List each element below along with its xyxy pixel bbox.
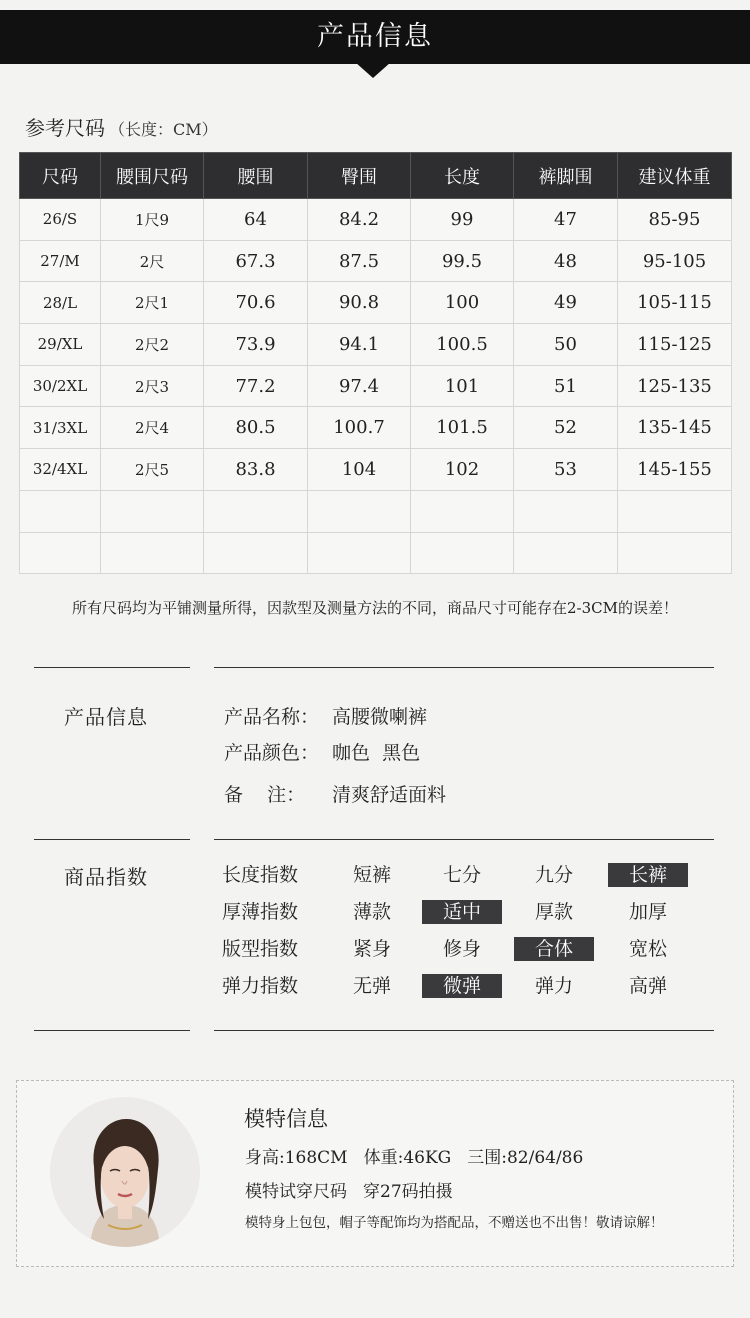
table-cell: 135-145	[618, 407, 732, 449]
index-option: 紧身	[352, 938, 391, 960]
table-row	[20, 282, 732, 324]
table-cell: 97.4	[308, 365, 411, 407]
table-cell: 52	[514, 407, 618, 449]
size-table	[19, 152, 732, 574]
table-cell: 2尺2	[101, 324, 204, 366]
table-cell: 53	[514, 449, 618, 491]
table-cell: 70.6	[204, 282, 308, 324]
model-trial-value: 穿27码拍摄	[363, 1182, 453, 1202]
model-measurements: 三围:82/64/86	[467, 1148, 584, 1168]
model-trial-size	[245, 1177, 453, 1202]
model-note: 模特身上包包，帽子等配饰均为搭配品，不赠送也不出售！敬请谅解！	[245, 1215, 664, 1231]
info-key: 产品颜色：	[224, 742, 320, 764]
table-cell: 2尺	[101, 240, 204, 282]
table-cell: 80.5	[204, 407, 308, 449]
index-section-label: 商品指数	[64, 865, 148, 889]
info-key: 备 注：	[224, 784, 306, 806]
table-cell: 102	[411, 449, 514, 491]
model-weight: 体重:46KG	[363, 1148, 452, 1168]
table-cell: 77.2	[204, 365, 308, 407]
table-cell: 28/L	[20, 282, 101, 324]
model-portrait-icon	[50, 1097, 200, 1247]
index-row-thickness	[222, 900, 702, 924]
table-row-empty	[20, 490, 732, 532]
model-trial-label: 模特试穿尺码	[245, 1182, 347, 1202]
table-cell: 30/2XL	[20, 365, 101, 407]
info-key: 产品名称：	[224, 706, 320, 728]
table-cell: 83.8	[204, 449, 308, 491]
divider	[214, 667, 714, 668]
table-cell: 85-95	[618, 199, 732, 241]
index-option: 高弹	[628, 975, 667, 997]
model-avatar	[50, 1097, 200, 1247]
table-cell: 49	[514, 282, 618, 324]
product-name-row	[224, 702, 427, 729]
index-option: 厚款	[534, 901, 573, 923]
index-option: 无弹	[352, 975, 391, 997]
table-cell: 29/XL	[20, 324, 101, 366]
index-option-selected: 微弹	[422, 974, 502, 998]
table-cell: 1尺9	[101, 199, 204, 241]
index-row-length	[222, 863, 702, 887]
table-cell: 100.5	[411, 324, 514, 366]
header-cell: 臀围	[308, 153, 411, 199]
table-cell: 32/4XL	[20, 449, 101, 491]
table-row	[20, 407, 732, 449]
table-row-empty	[20, 532, 732, 574]
table-cell: 2尺3	[101, 365, 204, 407]
table-cell: 145-155	[618, 449, 732, 491]
table-row	[20, 449, 732, 491]
table-cell: 26/S	[20, 199, 101, 241]
table-cell: 48	[514, 240, 618, 282]
size-section-heading	[25, 112, 218, 141]
index-option: 九分	[534, 864, 573, 886]
table-cell: 2尺4	[101, 407, 204, 449]
table-row	[20, 365, 732, 407]
table-cell: 90.8	[308, 282, 411, 324]
table-cell: 101	[411, 365, 514, 407]
table-cell: 51	[514, 365, 618, 407]
index-option-selected: 长裤	[608, 863, 688, 887]
table-cell: 94.1	[308, 324, 411, 366]
product-color-row	[224, 738, 420, 765]
divider	[214, 1030, 714, 1031]
table-cell: 73.9	[204, 324, 308, 366]
header-cell: 长度	[411, 153, 514, 199]
index-name: 厚薄指数	[222, 901, 299, 923]
table-cell: 64	[204, 199, 308, 241]
header-cell: 裤脚围	[514, 153, 618, 199]
table-cell: 84.2	[308, 199, 411, 241]
header-cell: 尺码	[20, 153, 101, 199]
size-table-header	[20, 153, 732, 199]
index-option-selected: 适中	[422, 900, 502, 924]
index-option: 短裤	[352, 864, 391, 886]
table-cell: 27/M	[20, 240, 101, 282]
size-section-unit: （长度：CM）	[109, 120, 218, 139]
index-name: 版型指数	[222, 938, 299, 960]
table-row	[20, 240, 732, 282]
size-section-title: 参考尺码	[25, 116, 105, 140]
divider	[34, 1030, 190, 1031]
product-remark-row	[224, 780, 446, 807]
table-cell: 67.3	[204, 240, 308, 282]
index-name: 长度指数	[222, 864, 299, 886]
table-cell: 101.5	[411, 407, 514, 449]
table-cell: 104	[308, 449, 411, 491]
table-cell: 115-125	[618, 324, 732, 366]
table-cell: 2尺5	[101, 449, 204, 491]
banner-title: 产品信息	[0, 10, 750, 64]
table-cell: 2尺1	[101, 282, 204, 324]
divider	[214, 839, 714, 840]
index-option-selected: 合体	[514, 937, 594, 961]
index-option: 宽松	[628, 938, 667, 960]
index-option: 七分	[442, 864, 481, 886]
divider	[34, 839, 190, 840]
table-cell: 99	[411, 199, 514, 241]
index-option: 修身	[442, 938, 481, 960]
index-option: 弹力	[534, 975, 573, 997]
header-cell: 建议体重	[618, 153, 732, 199]
banner-arrow	[355, 62, 391, 78]
size-note: 所有尺码均为平铺测量所得，因款型及测量方法的不同，商品尺寸可能存在2-3CM的误差！	[72, 599, 678, 617]
table-cell: 87.5	[308, 240, 411, 282]
table-cell: 100.7	[308, 407, 411, 449]
header-cell: 腰围尺码	[101, 153, 204, 199]
index-row-fit	[222, 937, 702, 961]
index-option: 加厚	[628, 901, 667, 923]
index-row-elasticity	[222, 974, 702, 998]
table-cell: 50	[514, 324, 618, 366]
info-value: 高腰微喇裤	[332, 706, 428, 728]
index-name: 弹力指数	[222, 975, 299, 997]
index-option: 薄款	[352, 901, 391, 923]
table-row	[20, 324, 732, 366]
info-value: 咖色 黑色	[332, 742, 421, 764]
product-info-label: 产品信息	[64, 705, 148, 729]
table-cell: 31/3XL	[20, 407, 101, 449]
table-cell: 100	[411, 282, 514, 324]
table-cell: 105-115	[618, 282, 732, 324]
model-info-title: 模特信息	[244, 1107, 328, 1131]
model-stats	[245, 1143, 583, 1168]
table-cell: 47	[514, 199, 618, 241]
divider	[34, 667, 190, 668]
table-cell: 99.5	[411, 240, 514, 282]
table-cell: 95-105	[618, 240, 732, 282]
table-cell: 125-135	[618, 365, 732, 407]
info-value: 清爽舒适面料	[332, 784, 447, 806]
header-cell: 腰围	[204, 153, 308, 199]
table-row	[20, 199, 732, 241]
model-height: 身高:168CM	[245, 1148, 348, 1168]
